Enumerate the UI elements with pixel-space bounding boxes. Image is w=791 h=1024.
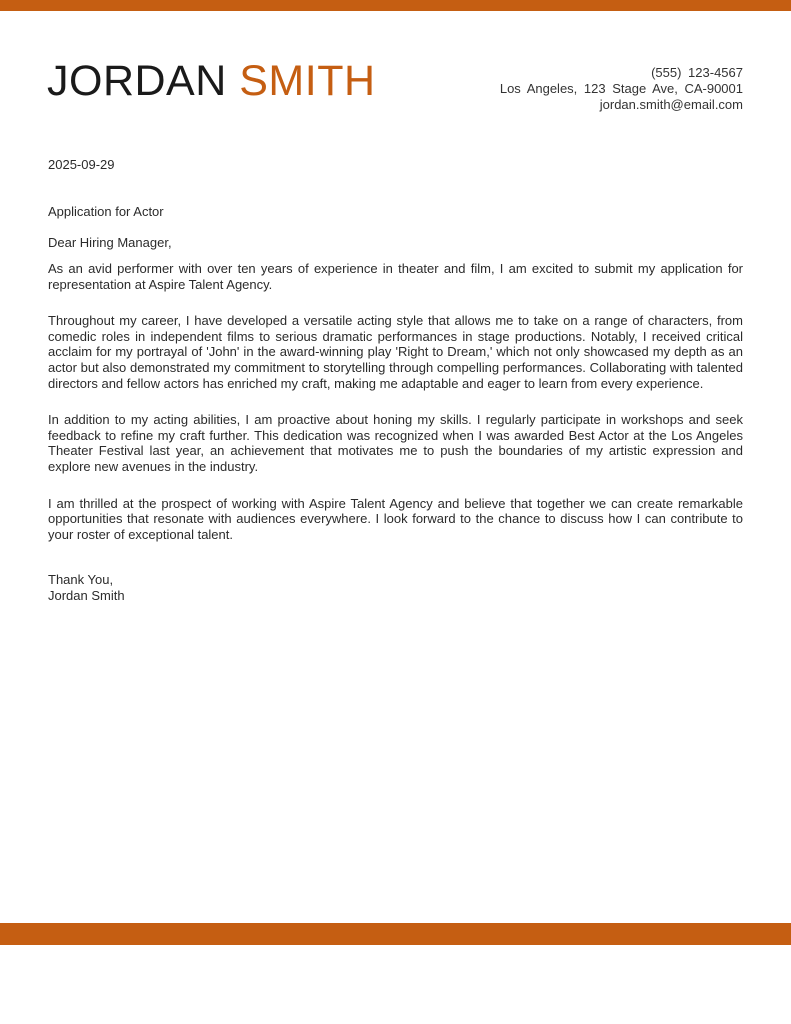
body-paragraph-1: As an avid performer with over ten years of experience in theater and film, I am excited to submit my application for representation at Aspire Talent Agency. (48, 261, 743, 292)
contact-block (500, 65, 743, 113)
body-paragraph-3: In addition to my acting abilities, I am proactive about honing my skills. I regularly participate in workshops and seek feedback to refine my craft further. This dedication was recognized when I was awarded Best Actor at the Los Angeles Theater Festival last year, an achievement that motivates me to push the boundaries of my artistic expression and explore new avenues in the industry. (48, 412, 743, 474)
address: Los Angeles, 123 Stage Ave, CA-90001 (499, 81, 743, 96)
letter-date: 2025-09-29 (48, 157, 115, 172)
top-accent-bar (0, 0, 791, 11)
salutation: Dear Hiring Manager, (48, 235, 172, 250)
first-name: JORDAN (47, 57, 227, 105)
phone-number: (555) 123-4567 (651, 65, 743, 80)
body-paragraph-4: I am thrilled at the prospect of working with Aspire Talent Agency and believe that together we can create remarkable opportunities that resonate with audiences everywhere. I look forward to the chance to discuss how I can contribute to your roster of exceptional talent. (48, 495, 743, 542)
email-address: jordan.smith@email.com (599, 97, 743, 112)
letter-subject: Application for Actor (48, 204, 164, 219)
body-paragraph-2: Throughout my career, I have developed a versatile acting style that allows me to take on a range of characters, from comedic roles in independent films to serious dramatic performances in stage productions. Notably, I received critical acclaim for my portrayal of 'John' in the award-winning play 'Right to Dream,' which not only showcased my depth as an actor but also demonstrated my commitment to storytelling through compelling performances. Collaborating with talented directors and fellow actors has enriched my craft, making me adaptable and eager to learn from every experience. (48, 313, 743, 391)
signature-name: Jordan Smith (48, 587, 125, 603)
closing-phrase: Thank You, (48, 572, 114, 587)
applicant-name (47, 56, 376, 106)
letter-body (48, 261, 743, 563)
bottom-accent-bar (0, 923, 791, 945)
last-name: SMITH (239, 57, 376, 105)
closing-block (48, 572, 125, 603)
